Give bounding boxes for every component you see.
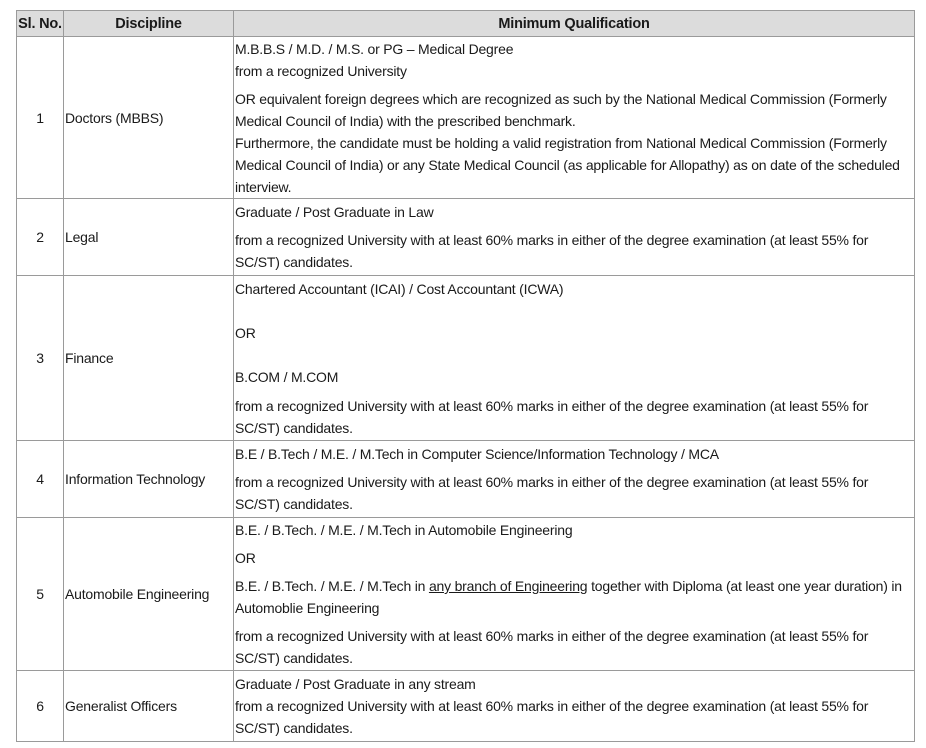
qualification-line: from a recognized University with at least 60% marks in either of the degree examination (at least 55% for SC/ST) candidates.: [235, 628, 869, 666]
header-discipline: Discipline: [64, 11, 234, 37]
qualification-line: B.E / B.Tech / M.E. / M.Tech in Computer Science/Information Technology / MCA: [235, 446, 719, 462]
qualification-line: from a recognized University: [235, 62, 407, 79]
qualification-line: Graduate / Post Graduate in Law: [235, 204, 434, 220]
qualification-line: OR equivalent foreign degrees which are recognized as such by the National Medical Commission (Formerly Medical Council of India) with the prescribed benchmark.: [235, 90, 887, 129]
discipline-cell: Finance: [64, 276, 234, 441]
sl-no-cell: 4: [17, 441, 64, 518]
qualification-line: OR: [235, 324, 256, 341]
discipline-cell: Legal: [64, 199, 234, 276]
qualification-line: [235, 575, 910, 619]
qualification-cell: [234, 276, 915, 441]
discipline-cell: Information Technology: [64, 441, 234, 518]
sl-no-cell: 6: [17, 671, 64, 742]
qualification-line: Furthermore, the candidate must be holding a valid registration from National Medical Commission (Formerly Medical Council of India) or any State Medical Council (as applicable for Allopathy) as on date of the scheduled interview.: [235, 134, 900, 195]
qualification-line: OR: [235, 550, 256, 566]
qualification-line: B.COM / M.COM: [235, 368, 339, 385]
table-row: [17, 199, 915, 276]
sl-no-cell: 2: [17, 199, 64, 276]
qualification-line: from a recognized University with at least 60% marks in either of the degree examination (at least 55% for SC/ST) candidates.: [235, 232, 869, 270]
sl-no-cell: 1: [17, 37, 64, 199]
sl-no-cell: 3: [17, 276, 64, 441]
qualification-line: from a recognized University with at least 60% marks in either of the degree examination (at least 55% for SC/ST) candidates.: [235, 397, 869, 436]
header-row: [17, 11, 915, 37]
header-minimum-qualification: Minimum Qualification: [234, 11, 915, 37]
sl-no-cell: 5: [17, 518, 64, 671]
qualification-line: Chartered Accountant (ICAI) / Cost Accountant (ICWA): [235, 280, 564, 297]
discipline-cell: Doctors (MBBS): [64, 37, 234, 199]
qualification-text: B.E. / B.Tech. / M.E. / M.Tech in: [235, 578, 429, 594]
table-row: [17, 276, 915, 441]
discipline-cell: Automobile Engineering: [64, 518, 234, 671]
qualification-line: Graduate / Post Graduate in any stream: [235, 676, 476, 692]
qualification-text: together with Diploma (at least one year duration) in Automoblie Engineering: [235, 578, 902, 616]
qualification-cell: [234, 671, 915, 742]
table-row: [17, 37, 915, 199]
qualification-line: B.E. / B.Tech. / M.E. / M.Tech in Automobile Engineering: [235, 522, 573, 538]
qualification-cell: [234, 441, 915, 518]
qualification-cell: [234, 518, 915, 671]
table-row: [17, 441, 915, 518]
qualification-cell: [234, 199, 915, 276]
table-row: [17, 671, 915, 742]
qualification-line: from a recognized University with at least 60% marks in either of the degree examination (at least 55% for SC/ST) candidates.: [235, 474, 869, 512]
header-sl-no: Sl. No.: [17, 11, 64, 37]
qualification-cell: [234, 37, 915, 199]
qualification-line: from a recognized University with at least 60% marks in either of the degree examination (at least 55% for SC/ST) candidates.: [235, 698, 869, 736]
qualification-line: M.B.B.S / M.D. / M.S. or PG – Medical Degree: [235, 40, 514, 57]
discipline-cell: Generalist Officers: [64, 671, 234, 742]
qualification-table: [16, 10, 915, 742]
underlined-text: any branch of Engineering: [428, 578, 588, 594]
table-row: [17, 518, 915, 671]
